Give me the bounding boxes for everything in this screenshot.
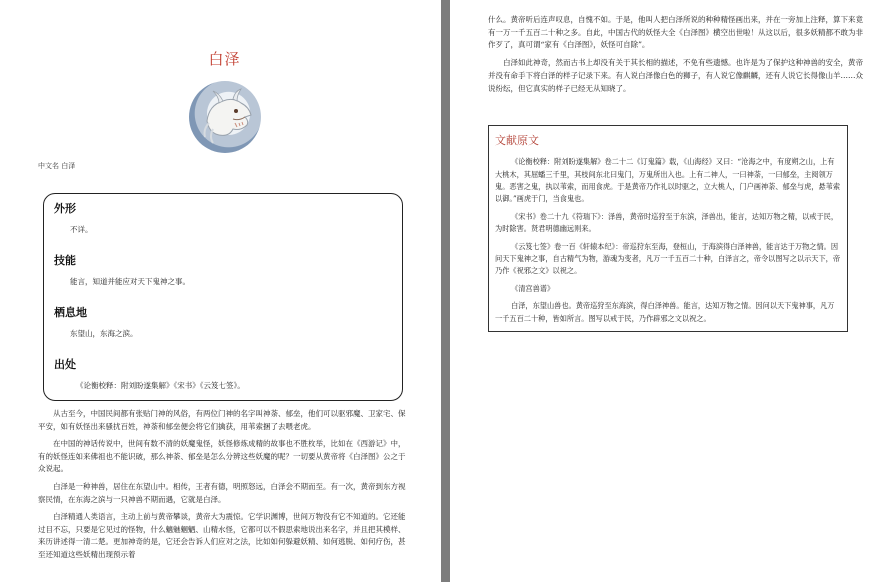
skills-text: 能言，知道并能应对天下鬼神之事。	[70, 277, 190, 286]
page-title: 白泽	[208, 50, 241, 68]
alias-line: 中文名 白泽	[38, 162, 76, 170]
section-heading-habitat: 栖息地	[54, 306, 87, 319]
page-gutter	[441, 0, 450, 582]
paragraph: 从古至今，中国民间都有张贴门神的风俗，有两位门神的名字叫神荼、郁垒，他们可以驱邪魔、卫家宅、保平安，如有妖怪出来骚扰百姓，神荼和郁垒便会将它们擒获，用苇索捆了去喂老虎。	[38, 409, 406, 431]
paragraph: 白泽如此神奇，然而古书上却没有关于其长相的描述，不免有些遗憾。也许是为了保护这种神兽的安全，黄帝并没有命手下将白泽的样子记录下来。有人说白泽像白色的狮子，有人说它像麒麟，还有人说它长得像山羊……众说纷纭，但它真实的样子已经无从知晓了。	[488, 58, 863, 93]
literature-box	[488, 125, 848, 332]
body-text	[488, 14, 868, 95]
paragraph: 白泽精通人类语言，主动上前与黄帝攀谈，黄帝大为震惊。它学识渊博，世间万物没有它不知道的。它还能过目不忘，只要是它见过的怪物，什么魑魅魍魉、山精水怪，它都可以不假思索地说出来名字，并且把其模样、来历讲述得一清二楚。更加神奇的是，它还会告诉人们应对之法，比如如何躲避妖精、如何逃脱、如何疗伤，甚至还知道这些妖精出现预示着	[38, 512, 406, 559]
section-heading-skills: 技能	[54, 254, 76, 267]
beast-head-icon	[189, 81, 261, 153]
literature-paragraph: 《清宫兽谱》	[511, 283, 555, 293]
paragraph: 白泽是一种神兽，居住在东望山中。相传，王者有德，明照怒远，白泽会不期而至。有一次，黄帝到东方视察民情，在东海之滨与一只神兽不期而遇，它就是白泽。	[38, 481, 406, 504]
page-left	[0, 0, 441, 582]
literature-paragraph: 《论衡校释：附刘盼遂集解》卷二十二《订鬼篇》载，《山海经》又曰：“沧海之中，有度朔之山，上有大桃木，其屈蟠三千里，其枝间东北曰鬼门，万鬼所出入也。上有二神人，一曰神荼，一曰郁垒，主阅领万鬼。恶害之鬼，执以苇索，而用食虎。于是黄帝乃作礼以时驱之，立大桃人，门户画神荼、郁垒与虎，悬苇索以御。”画虎于门，当食鬼也。	[495, 157, 841, 204]
appearance-text: 不详。	[70, 225, 93, 234]
baize-illustration	[189, 81, 261, 153]
paragraph: 在中国的神话传说中，世间有数不清的妖魔鬼怪，妖怪修炼成精的故事也不胜枚举，比如在《西游记》中，有的妖怪连如来佛祖也不能识破，那么神荼、郁垒是怎么分辨这些妖魔的呢？一切要从黄帝将《白泽图》公之于众说起。	[38, 439, 406, 474]
body-text	[38, 408, 411, 562]
habitat-text: 东望山，东海之滨。	[70, 329, 138, 338]
literature-paragraph: 白泽，东望山兽也。黄帝巡狩至东海滨，得白泽神兽。能言，达知万物之情。因问以天下鬼神事，凡万一千五百二十种，皆如所言。图写以戒于民，乃作辟邪之文以祝之。	[495, 301, 835, 323]
section-heading-appearance: 外形	[54, 202, 76, 215]
literature-paragraph: 《宋书》卷二十九《符瑞下》：泽兽，黄帝时巡狩至于东滨，泽兽出，能言，达知万物之精，以戒于民，为时除害。贤君明德幽远则来。	[495, 211, 839, 234]
literature-paragraph: 《云笈七签》卷一百《轩辕本纪》：帝巡狩东至海，登桓山，于海滨得白泽神兽，能言达于万物之情。因问天下鬼神之事，自古精气为物，游魂为变者，凡万一千五百二十种，白泽言之，帝令以图写之以示天下，帝乃作《祝邪之文》以祝之。	[495, 241, 841, 276]
section-heading-source: 出处	[54, 358, 76, 371]
paragraph: 什么。黄帝听后连声叹息，自愧不如。于是，他叫人把白泽所说的种种精怪画出来，并在一旁加上注释，算下来竟有一万一千五百二十种之多。自此，中国古代的妖怪大全《白泽图》横空出世啦！从这以后，很多妖精都不敢为非作歹了，真可谓“家有《白泽图》，妖怪可自除”。	[488, 15, 863, 50]
source-text: 《论衡校释：附刘盼遂集解》《宋书》《云笈七签》。	[76, 381, 245, 390]
literature-title: 文献原文	[495, 134, 539, 148]
info-card	[43, 193, 403, 401]
page-right	[450, 0, 892, 582]
